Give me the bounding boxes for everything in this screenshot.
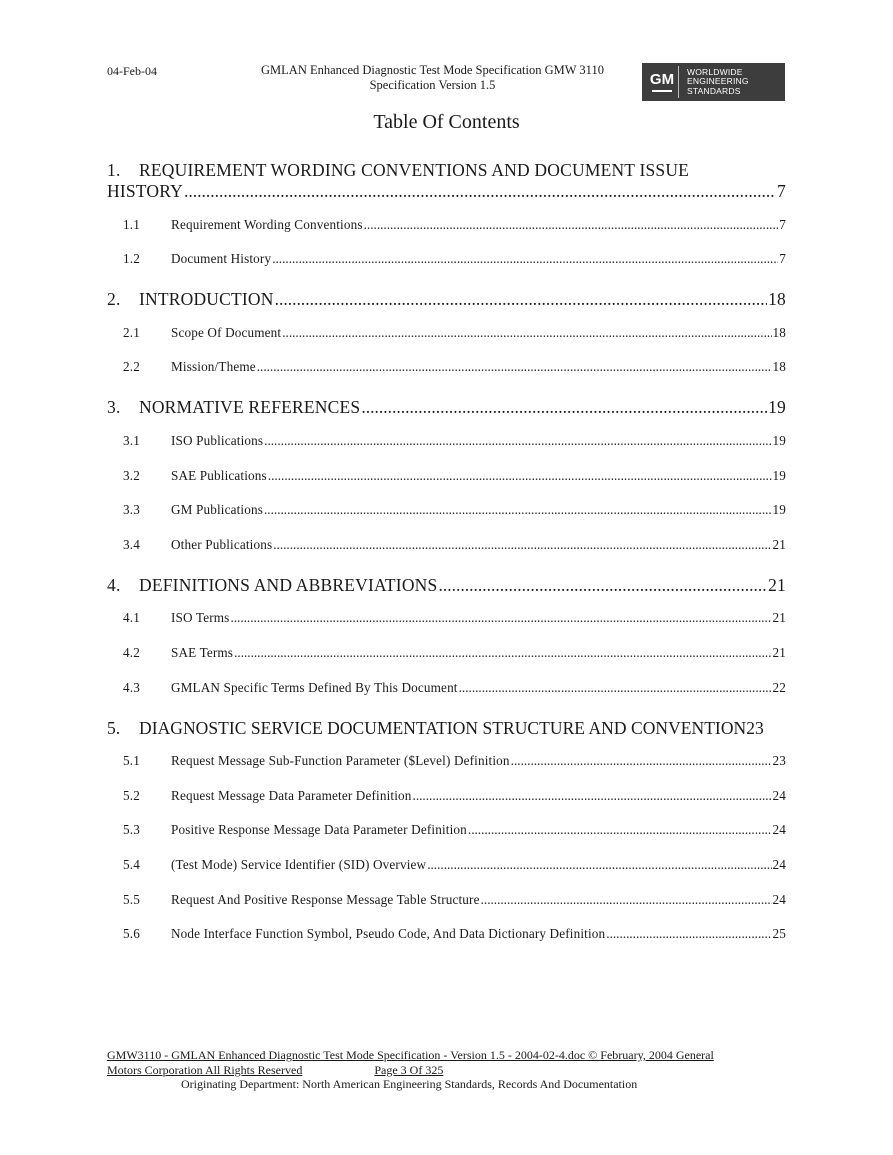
toc-leader-dots bbox=[273, 537, 771, 553]
gm-logo-mark bbox=[646, 66, 679, 98]
toc-leader-dots bbox=[481, 892, 772, 908]
toc-item-4-3[interactable] bbox=[107, 680, 786, 700]
footer-department: Originating Department: North American Engineering Standards, Records And Documentation bbox=[181, 1077, 638, 1091]
toc-item-number: 2.2 bbox=[123, 359, 140, 375]
toc-page-number: 25 bbox=[772, 926, 786, 942]
toc-page-number: 18 bbox=[772, 324, 786, 340]
toc-page-number: 21 bbox=[768, 574, 786, 595]
toc-item-3-2[interactable] bbox=[107, 468, 786, 488]
page-footer bbox=[107, 1048, 797, 1092]
toc-page-number: 7 bbox=[779, 216, 786, 232]
footer-rights: Motors Corporation All Rights Reserved bbox=[107, 1062, 303, 1077]
toc-page-number: 24 bbox=[772, 787, 786, 803]
toc-section-title: INTRODUCTION bbox=[139, 289, 274, 310]
toc-section-title: DIAGNOSTIC SERVICE DOCUMENTATION STRUCTURE AND CONVENTION bbox=[139, 717, 747, 738]
toc-item-title: Other Publications bbox=[171, 536, 273, 552]
footer-page-number: Page 3 Of 325 bbox=[374, 1062, 444, 1077]
header-title-line2: Specification Version 1.5 bbox=[369, 78, 496, 92]
toc-page-number: 7 bbox=[779, 251, 786, 267]
toc-leader-dots bbox=[264, 502, 772, 518]
toc-section-number: 2. bbox=[107, 289, 121, 310]
toc-item-1-2[interactable] bbox=[107, 251, 786, 271]
toc-page-number: 24 bbox=[772, 891, 786, 907]
toc-item-title: ISO Terms bbox=[171, 610, 230, 626]
toc-section-2[interactable] bbox=[107, 289, 786, 310]
toc-page-number: 18 bbox=[768, 289, 786, 310]
toc-section-title: REQUIREMENT WORDING CONVENTIONS AND DOCUMENT ISSUE bbox=[139, 160, 690, 180]
toc-item-title: GMLAN Specific Terms Defined By This Document bbox=[171, 679, 458, 695]
toc-item-number: 3.2 bbox=[123, 467, 140, 483]
toc-leader-dots bbox=[282, 325, 771, 341]
toc-item-number: 5.3 bbox=[123, 822, 140, 838]
toc-item-5-5[interactable] bbox=[107, 892, 786, 912]
footer-copyright-line2 bbox=[107, 1063, 797, 1078]
toc-item-number: 5.6 bbox=[123, 926, 140, 942]
toc-section-5[interactable] bbox=[107, 718, 786, 739]
toc-item-title: Request And Positive Response Message Table Structure bbox=[171, 891, 480, 907]
gm-logo-line2: ENGINEERING bbox=[687, 76, 749, 87]
toc-item-3-3[interactable] bbox=[107, 502, 786, 522]
toc-item-number: 3.1 bbox=[123, 432, 140, 448]
footer-copyright-line1: GMW3110 - GMLAN Enhanced Diagnostic Test Mode Specification - Version 1.5 - 2004-02-4.doc © February, 2004 General bbox=[107, 1048, 714, 1062]
toc-page-number: 18 bbox=[772, 359, 786, 375]
toc-leader-dots bbox=[427, 857, 771, 873]
toc-leader-dots bbox=[264, 433, 771, 449]
toc-leader-dots bbox=[184, 181, 776, 202]
toc-item-5-4[interactable] bbox=[107, 857, 786, 877]
toc-leader-dots bbox=[257, 359, 772, 375]
toc-section-number: 5. bbox=[107, 717, 121, 738]
toc-item-4-1[interactable] bbox=[107, 610, 786, 630]
header-title-line1: GMLAN Enhanced Diagnostic Test Mode Specification GMW 3110 bbox=[261, 63, 604, 77]
toc-item-title: SAE Terms bbox=[171, 644, 234, 660]
toc-item-4-2[interactable] bbox=[107, 645, 786, 665]
toc-item-title: Scope Of Document bbox=[171, 324, 282, 340]
toc-page-number: 19 bbox=[772, 432, 786, 448]
toc-page-number: 22 bbox=[772, 679, 786, 695]
toc-item-2-1[interactable] bbox=[107, 325, 786, 345]
toc-leader-dots bbox=[361, 397, 767, 418]
toc-page-number: 24 bbox=[772, 822, 786, 838]
toc-page-number: 19 bbox=[768, 397, 786, 418]
toc-section-title: DEFINITIONS AND ABBREVIATIONS bbox=[139, 574, 438, 595]
header-title bbox=[235, 63, 630, 93]
toc-page-number: 24 bbox=[772, 856, 786, 872]
gm-logo-line3: STANDARDS bbox=[687, 85, 741, 96]
toc-item-3-1[interactable] bbox=[107, 433, 786, 453]
toc-leader-dots bbox=[468, 822, 772, 838]
toc-leader-dots bbox=[413, 788, 772, 804]
toc-leader-dots bbox=[511, 753, 772, 769]
toc-item-title: ISO Publications bbox=[171, 432, 264, 448]
gm-logo-line1: WORLDWIDE bbox=[687, 66, 743, 77]
toc-item-number: 1.2 bbox=[123, 251, 140, 267]
toc-item-title: Request Message Sub-Function Parameter ($Level) Definition bbox=[171, 753, 510, 769]
toc-item-title: Request Message Data Parameter Definition bbox=[171, 787, 412, 803]
toc-item-5-1[interactable] bbox=[107, 753, 786, 773]
toc-leader-dots bbox=[438, 575, 767, 596]
toc-leader-dots bbox=[272, 251, 778, 267]
toc-heading: Table Of Contents bbox=[373, 111, 520, 133]
toc-item-1-1[interactable] bbox=[107, 217, 786, 237]
toc-item-title: Positive Response Message Data Parameter Definition bbox=[171, 822, 467, 838]
toc-item-number: 3.4 bbox=[123, 536, 140, 552]
toc-item-number: 5.4 bbox=[123, 856, 140, 872]
toc-item-title: Mission/Theme bbox=[171, 359, 256, 375]
header-date: 04-Feb-04 bbox=[107, 64, 157, 78]
toc-page-number: 21 bbox=[772, 536, 786, 552]
toc-page-number: 21 bbox=[772, 610, 786, 626]
toc-leader-dots bbox=[606, 926, 771, 942]
toc-item-2-2[interactable] bbox=[107, 359, 786, 379]
toc-leader-dots bbox=[275, 289, 767, 310]
toc-leader-dots bbox=[268, 468, 772, 484]
toc-item-number: 2.1 bbox=[123, 324, 140, 340]
toc-item-title: Node Interface Function Symbol, Pseudo Code, And Data Dictionary Definition bbox=[171, 926, 606, 942]
toc-item-number: 5.5 bbox=[123, 891, 140, 907]
gm-logo-text bbox=[687, 68, 749, 97]
toc-leader-dots bbox=[459, 680, 772, 696]
toc-item-number: 5.1 bbox=[123, 753, 140, 769]
toc-page-number: 23 bbox=[772, 753, 786, 769]
gm-logo-underline bbox=[652, 90, 672, 92]
toc-item-number: 4.1 bbox=[123, 610, 140, 626]
toc-item-title: (Test Mode) Service Identifier (SID) Overview bbox=[171, 856, 427, 872]
toc-section-number: 4. bbox=[107, 574, 121, 595]
toc-item-5-2[interactable] bbox=[107, 788, 786, 808]
toc-page-number: 19 bbox=[772, 467, 786, 483]
gm-logo-letters: GM bbox=[649, 71, 675, 88]
gm-logo bbox=[642, 63, 785, 101]
toc-item-number: 4.2 bbox=[123, 644, 140, 660]
toc-item-number: 5.2 bbox=[123, 787, 140, 803]
table-of-contents bbox=[107, 160, 786, 946]
toc-item-title: GM Publications bbox=[171, 502, 263, 518]
toc-item-5-3[interactable] bbox=[107, 822, 786, 842]
toc-item-number: 1.1 bbox=[123, 216, 140, 232]
toc-item-title: SAE Publications bbox=[171, 467, 267, 483]
toc-item-number: 3.3 bbox=[123, 502, 140, 518]
toc-section-4[interactable] bbox=[107, 575, 786, 596]
toc-item-title: Requirement Wording Conventions bbox=[171, 216, 363, 232]
toc-item-title: Document History bbox=[171, 251, 272, 267]
toc-section-1[interactable] bbox=[107, 160, 786, 202]
toc-leader-dots bbox=[234, 645, 771, 661]
toc-leader-dots bbox=[364, 217, 779, 233]
toc-section-title: NORMATIVE REFERENCES bbox=[139, 397, 361, 418]
toc-page-number: 23 bbox=[746, 717, 764, 738]
toc-page-number: 7 bbox=[777, 181, 786, 201]
toc-section-title-cont: HISTORY bbox=[107, 181, 183, 201]
toc-section-number: 3. bbox=[107, 397, 121, 418]
toc-section-number: 1. bbox=[107, 160, 121, 180]
toc-page-number: 21 bbox=[772, 644, 786, 660]
toc-item-3-4[interactable] bbox=[107, 537, 786, 557]
toc-section-3[interactable] bbox=[107, 397, 786, 418]
toc-page-number: 19 bbox=[772, 502, 786, 518]
toc-item-number: 4.3 bbox=[123, 679, 140, 695]
toc-leader-dots bbox=[230, 610, 771, 626]
toc-item-5-6[interactable] bbox=[107, 926, 786, 946]
